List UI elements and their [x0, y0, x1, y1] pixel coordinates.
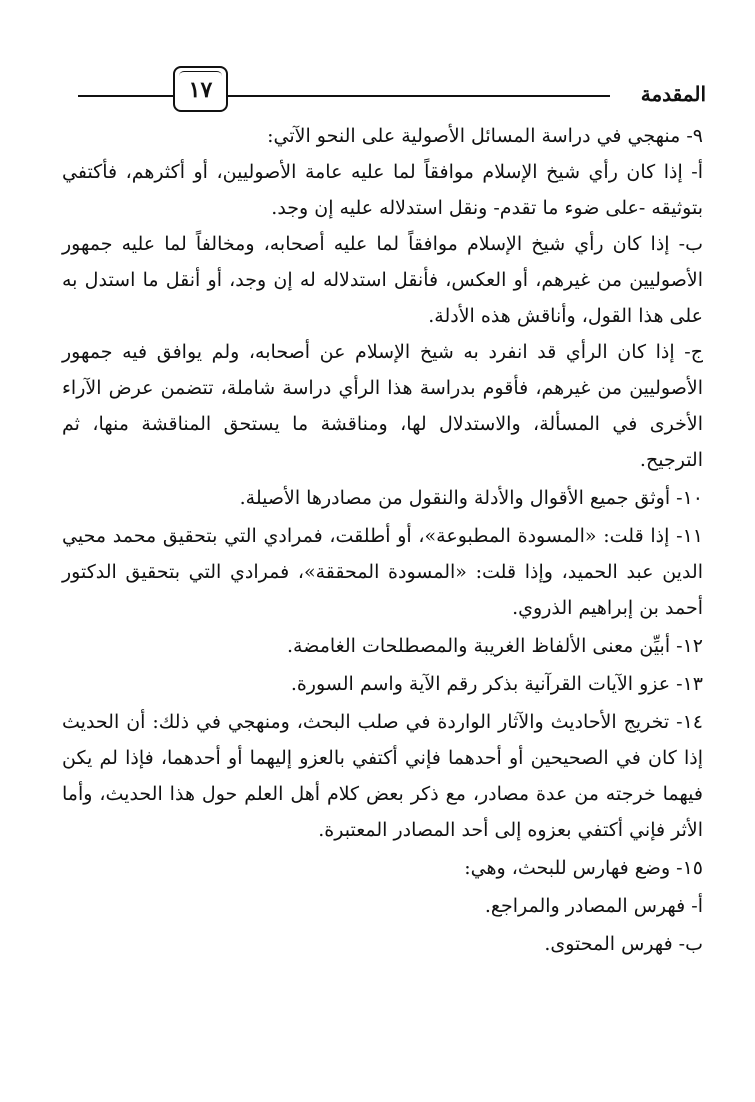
paragraph-item-15b: ب- فهرس المحتوى.: [544, 933, 703, 955]
header-rule-left: [78, 95, 173, 97]
paragraph-item-9: ٩- منهجي في دراسة المسائل الأصولية على النحو الآتي:: [267, 125, 703, 147]
page-header: [60, 60, 706, 120]
header-rule-right: [228, 95, 610, 97]
page-number: ١٧: [173, 66, 228, 112]
paragraph-item-13: ١٣- عزو الآيات القرآنية بذكر رقم الآية واسم السورة.: [290, 673, 703, 695]
paragraph-item-15: ١٥- وضع فهارس للبحث، وهي:: [464, 857, 703, 879]
paragraph-item-10: ١٠- أوثق جميع الأقوال والأدلة والنقول من مصادرها الأصيلة.: [239, 487, 703, 509]
paragraph-item-9b: ب- إذا كان رأي شيخ الإسلام موافقاً لما عليه أصحابه، ومخالفاً لما عليه جمهور الأصوليين من غيرهم، أو العكس، فأنقل استدلاله له إن وجد، أو أنقل ما استدل به على هذا القول، وأناقش هذه الأدلة.: [62, 233, 703, 327]
paragraph-item-11: ١١- إذا قلت: «المسودة المطبوعة»، أو أطلقت، فمرادي التي بتحقيق محمد محيي الدين عبد الحميد، وإذا قلت: «المسودة المحققة»، فمرادي التي بتحقيق الدكتور أحمد بن إبراهيم الذروي.: [62, 525, 703, 619]
running-head-title: المقدمة: [640, 82, 706, 106]
page-body: [62, 118, 703, 962]
paragraph-item-9a: أ- إذا كان رأي شيخ الإسلام موافقاً لما عليه عامة الأصوليين، أو أكثرهم، فأكتفي بتوثيقه -على ضوء ما تقدم- ونقل استدلاله عليه إن وجد.: [62, 161, 703, 219]
paragraph-item-9c: ج- إذا كان الرأي قد انفرد به شيخ الإسلام عن أصحابه، ولم يوافق فيه جمهور الأصوليين من غيرهم، فأقوم بدراسة هذا الرأي دراسة شاملة، تتضمن عرض الآراء الأخرى في المسألة، والاستدلال لها، ومناقشة ما يستحق المناقشة منها، ثم الترجيح.: [62, 341, 703, 471]
paragraph-item-14: ١٤- تخريج الأحاديث والآثار الواردة في صلب البحث، ومنهجي في ذلك: أن الحديث إذا كان في الصحيحين أو أحدهما فإني أكتفي بالعزو إليهما أو أحدهما، فإذا لم يكن فيهما خرجته من عدة مصادر، مع ذكر بعض كلام أهل العلم حول هذا الحديث، وأما الأثر فإني أكتفي بعزوه إلى أحد المصادر المعتبرة.: [62, 711, 703, 841]
paragraph-item-15a: أ- فهرس المصادر والمراجع.: [484, 895, 703, 917]
paragraph-item-12: ١٢- أبيِّن معنى الألفاظ الغريبة والمصطلحات الغامضة.: [287, 635, 703, 657]
